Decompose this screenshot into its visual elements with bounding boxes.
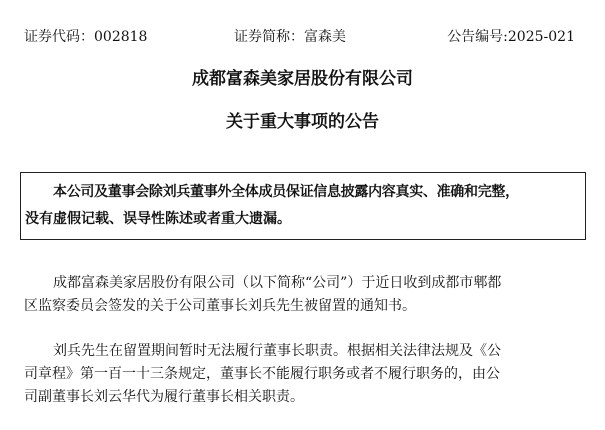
announcement-subject-title: 关于重大事项的公告: [226, 112, 379, 132]
board-statement-box: [20, 172, 586, 240]
stock-short-name: 证券简称：富森美: [234, 29, 346, 45]
paragraph-line: 司章程》第一百一十三条规定，董事长不能履行职务或者不履行职务的，由公: [24, 366, 500, 382]
announcement-number: 公告编号:2025-021: [447, 29, 575, 45]
body-paragraph: [24, 272, 586, 318]
board-statement-line: 没有虚假记载、误导性陈述或者重大遗漏。: [25, 211, 291, 227]
paragraph-line: 区监察委员会签发的关于公司董事长刘兵先生被留置的通知书。: [24, 298, 416, 314]
paragraph-line: 成都富森美家居股份有限公司（以下简称“公司”）于近日收到成都市郫都: [53, 275, 502, 291]
stock-code: 证券代码：002818: [24, 29, 148, 45]
paragraph-line: 刘兵先生在留置期间暂时无法履行董事长职责。根据相关法律法规及《公: [53, 343, 501, 359]
paragraph-line: 司副董事长刘云华代为履行董事长相关职责。: [24, 389, 304, 405]
board-statement-line: 本公司及董事会除刘兵董事外全体成员保证信息披露内容真实、准确和完整，: [53, 184, 519, 200]
company-name-title: 成都富森美家居股份有限公司: [192, 69, 413, 89]
body-paragraph: [24, 340, 586, 409]
document-header: [24, 27, 575, 47]
